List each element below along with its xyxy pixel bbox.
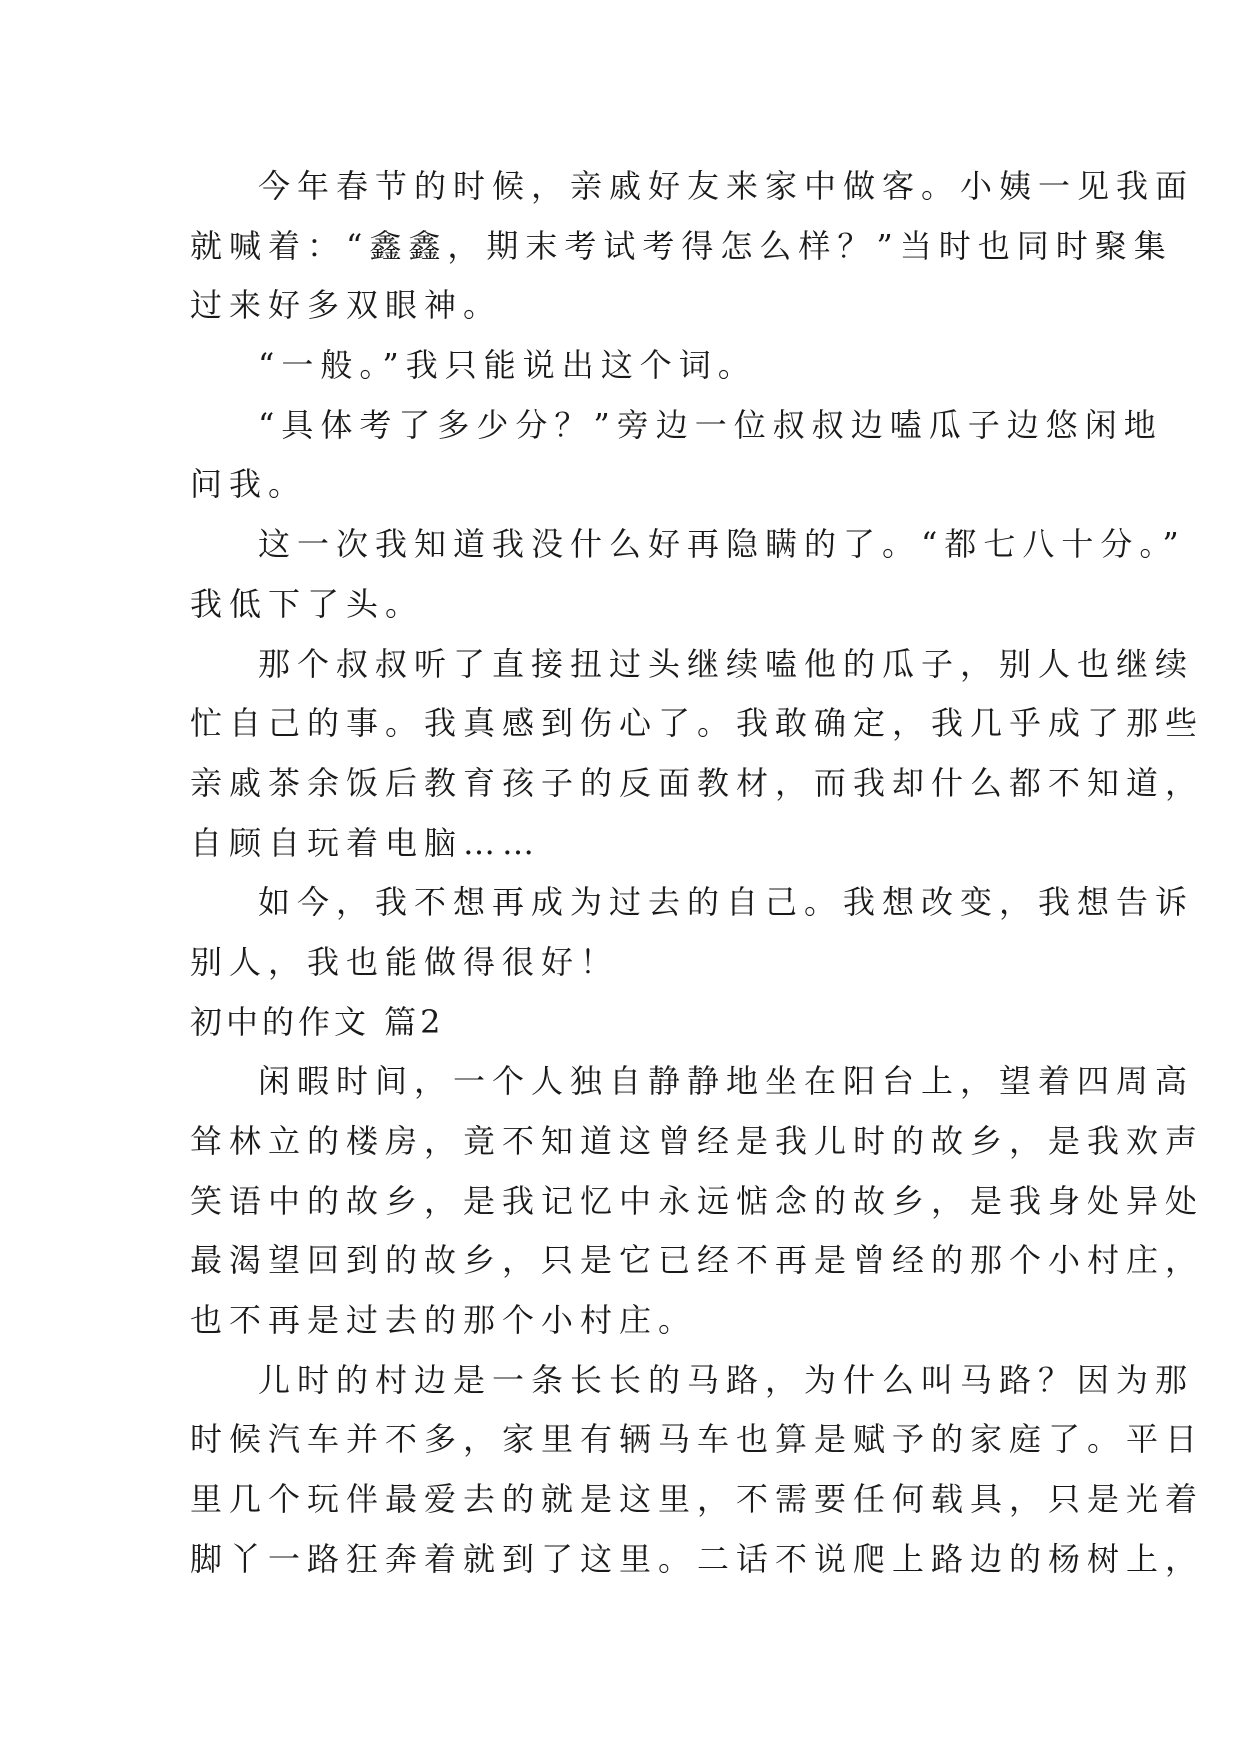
- text-line: 笑语中的故乡，是我记忆中永远惦念的故乡，是我身处异处: [190, 1181, 1205, 1220]
- text-line: 那个叔叔听了直接扭过头继续嗑他的瓜子，别人也继续: [258, 644, 1195, 683]
- text-line: “一般。”我只能说出这个词。: [258, 346, 757, 385]
- text-line: 我低下了头。: [190, 584, 425, 623]
- text-line: “具体考了多少分？”旁边一位叔叔边嗑瓜子边悠闲地: [258, 405, 1163, 444]
- text-line: 过来好多双眼神。: [190, 286, 503, 325]
- text-line: 如今，我不想再成为过去的自己。我想改变，我想告诉: [258, 883, 1195, 922]
- text-line: 亲戚茶余饭后教育孩子的反面教材，而我却什么都不知道，: [190, 763, 1205, 802]
- text-line: 脚丫一路狂奔着就到了这里。二话不说爬上路边的杨树上，: [190, 1539, 1205, 1578]
- text-line: 就喊着：“鑫鑫，期末考试考得怎么样？”当时也同时聚集: [190, 226, 1173, 265]
- text-line: 里几个玩伴最爱去的就是这里，不需要任何载具，只是光着: [190, 1480, 1205, 1519]
- text-line: 也不再是过去的那个小村庄。: [190, 1301, 698, 1340]
- text-line: 耸林立的楼房，竟不知道这曾经是我儿时的故乡，是我欢声: [190, 1122, 1205, 1160]
- text-line: 儿时的村边是一条长长的马路，为什么叫马路？因为那: [258, 1360, 1195, 1399]
- text-line: 最渴望回到的故乡，只是它已经不再是曾经的那个小村庄，: [190, 1241, 1205, 1280]
- text-line: 别人，我也能做得很好！: [190, 942, 620, 981]
- text-line: 问我。: [190, 465, 308, 504]
- text-line: 今年春节的时候，亲戚好友来家中做客。小姨一见我面: [258, 167, 1195, 205]
- text-line: 自顾自玩着电脑……: [190, 823, 542, 862]
- text-line: 这一次我知道我没什么好再隐瞒的了。“都七八十分。”: [258, 525, 1186, 564]
- section-heading: 初中的作文 篇2: [190, 1002, 445, 1041]
- text-line: 闲暇时间，一个人独自静静地坐在阳台上，望着四周高: [258, 1062, 1195, 1101]
- text-line: 时候汽车并不多，家里有辆马车也算是赋予的家庭了。平日: [190, 1420, 1205, 1459]
- document-page: [190, 157, 1205, 1590]
- text-line: 忙自己的事。我真感到伤心了。我敢确定，我几乎成了那些: [190, 704, 1205, 743]
